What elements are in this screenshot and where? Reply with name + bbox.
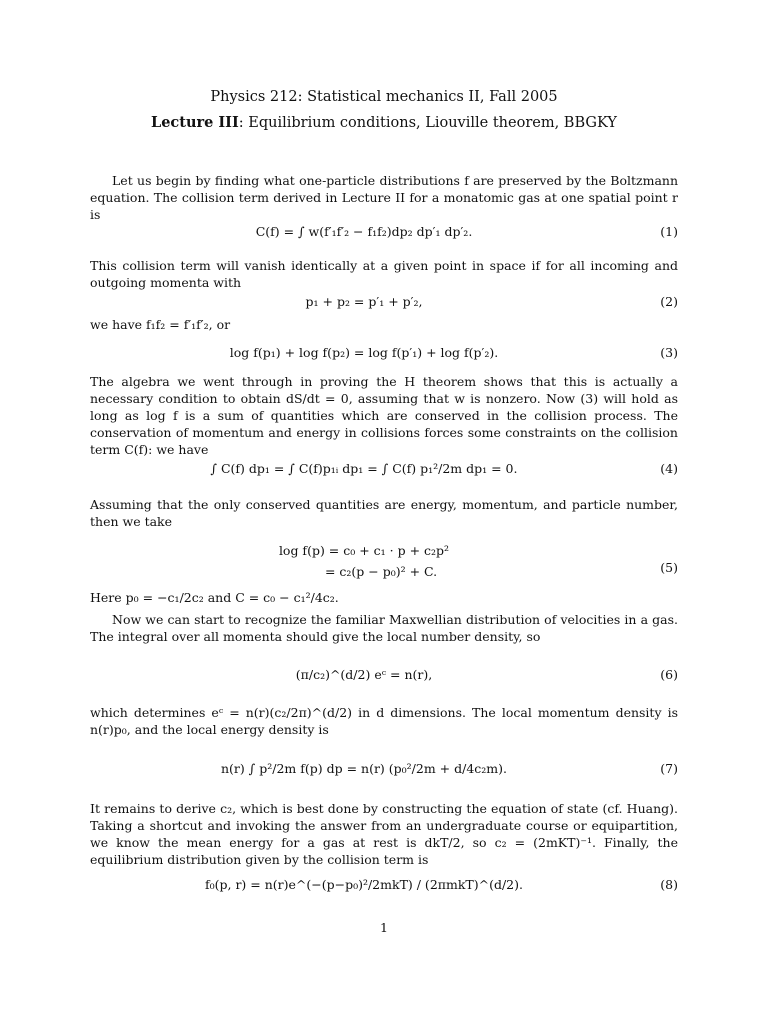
course-title: Physics 212: Statistical mechanics II, Fall 2005 (210, 89, 558, 105)
paragraph-2: This collision term will vanish identically at a given point in space if for all incoming and outgoing momenta with (90, 258, 678, 290)
equation-8 (90, 876, 678, 906)
equation-8-body: f₀(p, r) = n(r)e^(−(p−p₀)²/2mkT) / (2πmkT)^(d/2). (204, 877, 523, 892)
equation-2-number: (2) (660, 294, 678, 309)
equation-6-body: (π/c₂)^(d/2) eᶜ = n(r), (295, 667, 433, 682)
equation-6-number: (6) (660, 667, 678, 682)
paragraph-4: The algebra we went through in proving the H theorem shows that this is actually a necessary condition to obtain dS/dt = 0, assuming that w is nonzero. Now (3) will hold as long as log f is a sum of quantities which are conserved in the collision process. The conservation of momentum and energy in collisions forces some constraints on the collision term C(f): we have (90, 374, 678, 457)
lecture-label: Lecture III (151, 114, 239, 131)
equation-1-body: C(f) = ∫ w(f′₁f′₂ − f₁f₂)dp₂ dp′₁ dp′₂. (255, 224, 473, 239)
equation-7-number: (7) (660, 761, 678, 776)
equation-5-array (273, 540, 455, 582)
equation-7-body: n(r) ∫ p²/2m f(p) dp = n(r) (p₀²/2m + d/4c₂m). (221, 761, 507, 776)
paragraph-7: Now we can start to recognize the familiar Maxwellian distribution of velocities in a gas. The integral over all momenta should give the local number density, so (90, 612, 678, 644)
equation-5-number: (5) (660, 560, 678, 575)
equation-5-line-2: = c₂(p − p₀)² + C. (324, 564, 438, 579)
equation-3-number: (3) (660, 345, 678, 360)
equation-3-body: log f(p₁) + log f(p₂) = log f(p′₁) + log f(p′₂). (229, 345, 499, 360)
equation-4 (90, 460, 678, 490)
equation-5-line-1: log f(p) = c₀ + c₁ · p + c₂p² (278, 543, 450, 558)
equation-3 (90, 344, 678, 374)
paragraph-9: It remains to derive c₂, which is best done by constructing the equation of state (cf. Huang). Taking a shortcut and invoking the answer from an undergraduate course or equipartition, we know the mean energy for a gas at rest is dkT/2, so c₂ = (2mKT)⁻¹. Finally, the equilibrium distribution given by the collision term is (90, 801, 678, 867)
equation-5 (90, 540, 678, 584)
equation-7 (90, 760, 678, 790)
page-number: 1 (380, 920, 388, 935)
equation-4-number: (4) (660, 461, 678, 476)
equation-6 (90, 666, 678, 696)
equation-4-body: ∫ C(f) dp₁ = ∫ C(f)p₁ᵢ dp₁ = ∫ C(f) p₁²/2m dp₁ = 0. (210, 461, 518, 476)
paragraph-8: which determines eᶜ = n(r)(c₂/2π)^(d/2) in d dimensions. The local momentum density is n(r)p₀, and the local energy density is (90, 705, 678, 737)
equation-1 (90, 223, 678, 253)
paragraph-1: Let us begin by finding what one-particle distributions f are preserved by the Boltzmann equation. The collision term derived in Lecture II for a monatomic gas at one spatial point r is (90, 173, 678, 222)
lecture-topic: : Equilibrium conditions, Liouville theorem, BBGKY (238, 115, 617, 131)
equation-2-body: p₁ + p₂ = p′₁ + p′₂, (305, 294, 423, 309)
lecture-title (0, 114, 768, 132)
paragraph-6: Here p₀ = −c₁/2c₂ and C = c₀ − c₁²/4c₂. (90, 590, 339, 605)
equation-8-number: (8) (660, 877, 678, 892)
paragraph-3: we have f₁f₂ = f′₁f′₂, or (90, 317, 231, 332)
equation-1-number: (1) (660, 224, 678, 239)
paragraph-5: Assuming that the only conserved quantities are energy, momentum, and particle number, then we take (90, 497, 678, 529)
